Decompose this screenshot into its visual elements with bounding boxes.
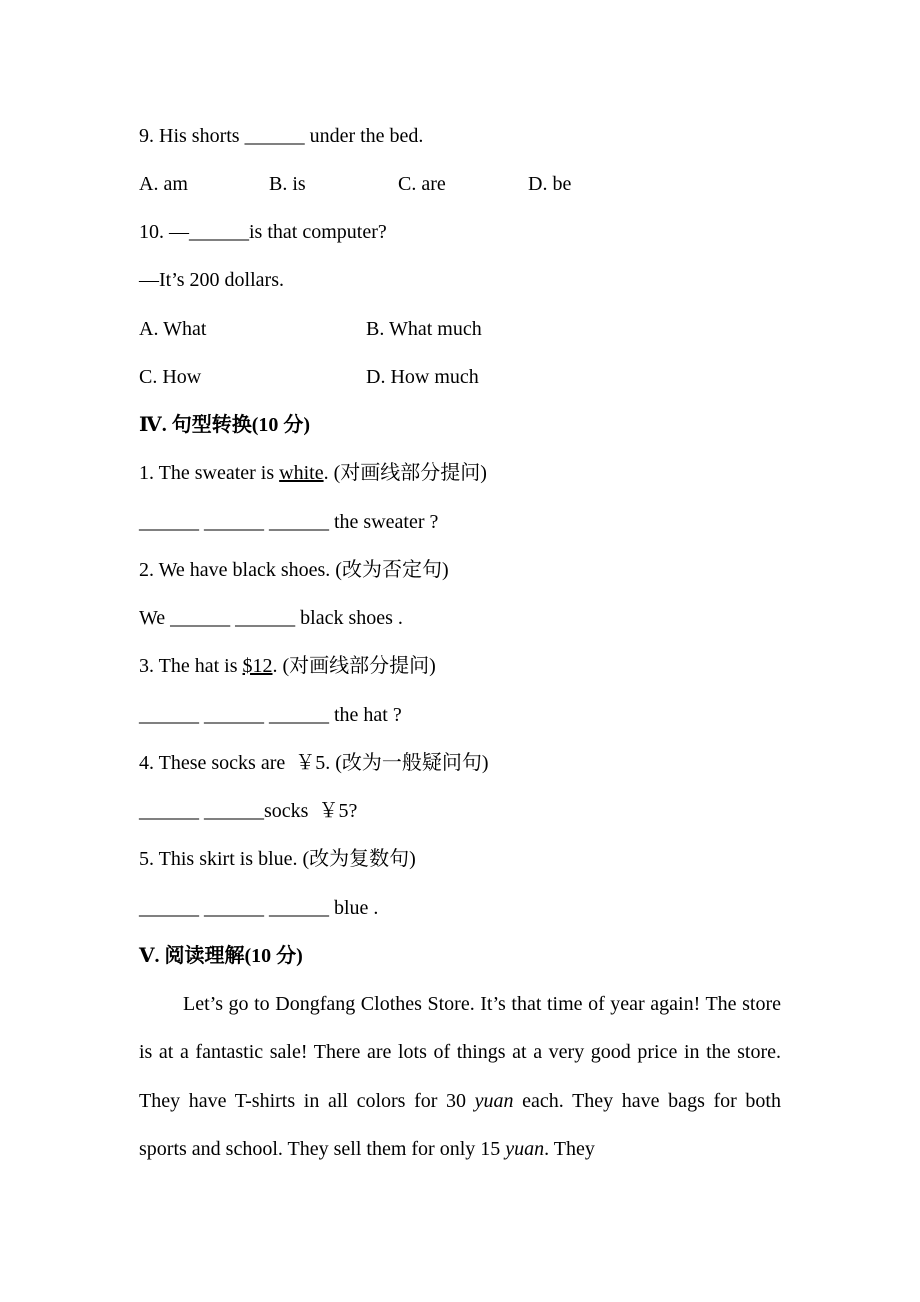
s4-item-4-blank: ______ ______socks ￥5? bbox=[139, 800, 358, 822]
section-4-heading: Ⅳ. 句型转换(10 分) bbox=[139, 414, 311, 436]
passage-currency-1: yuan bbox=[474, 1089, 514, 1112]
s4-item-3-underlined: $12 bbox=[242, 655, 273, 677]
s4-item-1-post: . (对画线部分提问) bbox=[323, 462, 487, 484]
s4-item-5-blank: ______ ______ ______ blue . bbox=[139, 897, 379, 919]
question-10-stem: 10. —______is that computer? bbox=[139, 221, 387, 243]
q10-option-d: D. How much bbox=[366, 366, 479, 388]
s4-item-5: 5. This skirt is blue. (改为复数句) bbox=[139, 848, 416, 870]
s4-item-2: 2. We have black shoes. (改为否定句) bbox=[139, 559, 449, 581]
s4-item-1-underlined: white bbox=[279, 462, 324, 484]
s4-item-3-pre: 3. The hat is bbox=[139, 655, 243, 677]
s4-item-3-blank: ______ ______ ______ the hat ? bbox=[139, 704, 402, 726]
passage-currency-2: yuan bbox=[505, 1137, 545, 1160]
question-10-answer-line: —It’s 200 dollars. bbox=[139, 269, 284, 291]
s4-item-4: 4. These socks are ￥5. (改为一般疑问句) bbox=[139, 752, 489, 774]
q10-option-b: B. What much bbox=[366, 318, 482, 340]
q9-option-a: A. am bbox=[139, 173, 188, 195]
passage-part-a: Let’s go to Dongfang Clothes Store. It’s that time of year again! The store is at a fantastic sale! There are lots of things at a very good price in the store. They have T-shirts in all colors for 30 bbox=[139, 993, 781, 1112]
reading-passage bbox=[139, 980, 781, 1173]
s4-item-1-blank: ______ ______ ______ the sweater ? bbox=[139, 511, 439, 533]
q9-option-c: C. are bbox=[398, 173, 446, 195]
s4-item-3 bbox=[139, 654, 436, 678]
section-5-heading: Ⅴ. 阅读理解(10 分) bbox=[139, 945, 303, 967]
passage-part-c: . They bbox=[544, 1137, 595, 1160]
q10-option-c: C. How bbox=[139, 366, 202, 388]
s4-item-1 bbox=[139, 461, 487, 485]
s4-item-1-pre: 1. The sweater is bbox=[139, 462, 280, 484]
q9-option-b: B. is bbox=[269, 173, 306, 195]
q10-option-a: A. What bbox=[139, 318, 207, 340]
s4-item-3-post: . (对画线部分提问) bbox=[272, 655, 436, 677]
s4-item-2-blank: We ______ ______ black shoes . bbox=[139, 607, 403, 629]
passage-part-b: each. They have bags for both sports and school. They sell them for only 15 bbox=[139, 1089, 781, 1160]
q9-option-d: D. be bbox=[528, 173, 572, 195]
question-9-stem: 9. His shorts ______ under the bed. bbox=[139, 125, 424, 147]
